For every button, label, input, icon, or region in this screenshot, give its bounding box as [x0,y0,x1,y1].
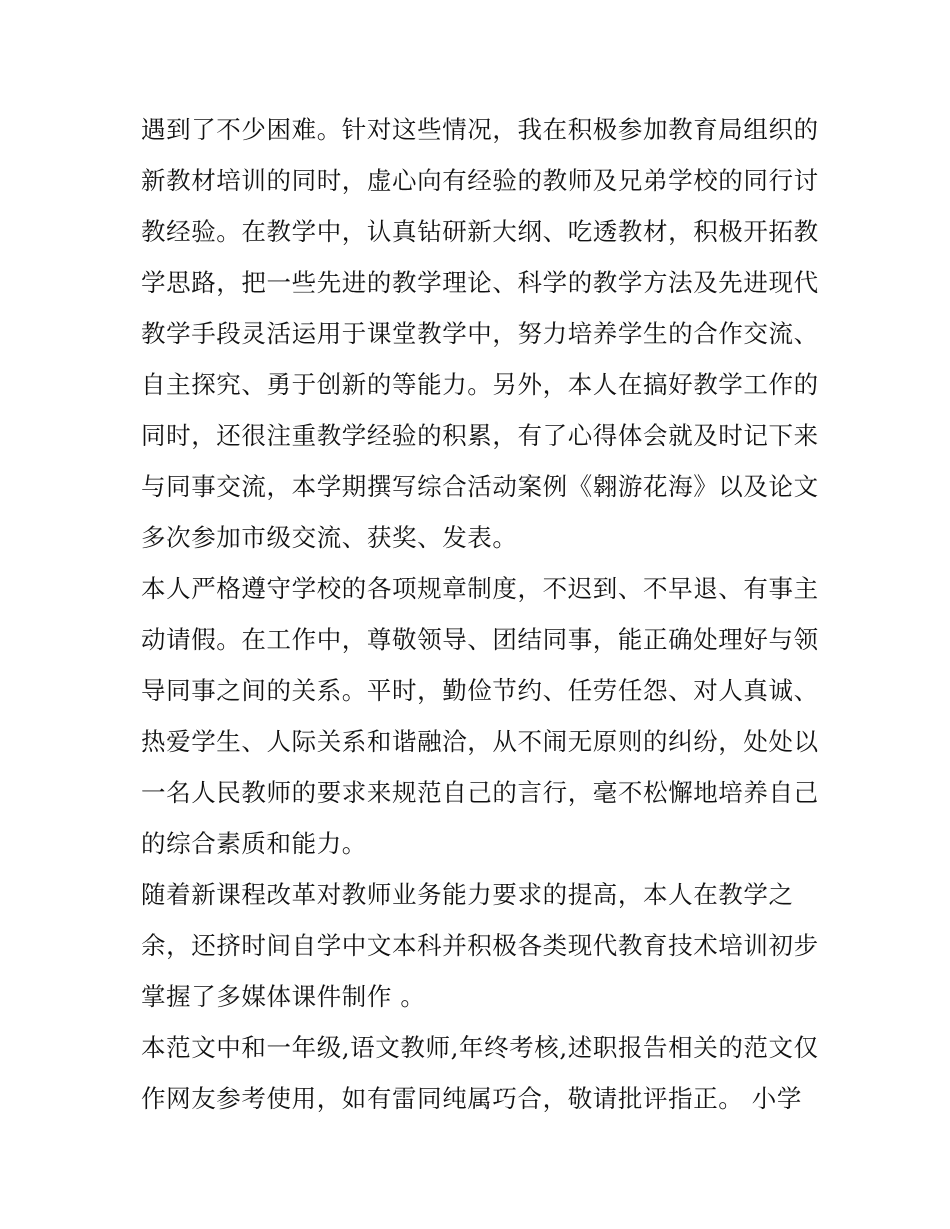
text-line: 掌握了多媒体课件制作 。 [141,982,426,1011]
text-line: 随着新课程改革对教师业务能力要求的提高，本人在教学之 [141,880,794,909]
text-line: 遇到了不少困难。针对这些情况，我在积极参加教育局组织的 [141,115,819,144]
text-line: 自主探究、勇于创新的等能力。另外，本人在搞好教学工作的 [141,370,819,399]
text-line: 教学手段灵活运用于课堂教学中，努力培养学生的合作交流、 [141,319,819,348]
text-line: 新教材培训的同时，虚心向有经验的教师及兄弟学校的同行讨 [141,166,819,195]
text-line: 教经验。在教学中，认真钻研新大纲、吃透教材，积极开拓教 [141,217,819,246]
text-line: 作网友参考使用，如有雷同纯属巧合，敬请批评指正。 小学 [141,1084,802,1113]
document-body [141,104,821,1124]
text-line: 多次参加市级交流、获奖、发表。 [141,523,518,552]
text-line: 同时，还很注重教学经验的积累，有了心得体会就及时记下来 [141,421,819,450]
text-line: 本人严格遵守学校的各项规章制度，不迟到、不早退、有事主 [141,574,819,603]
text-line: 热爱学生、人际关系和谐融洽，从不闹无原则的纠纷，处处以 [141,727,819,756]
text-line: 动请假。在工作中，尊敬领导、团结同事，能正确处理好与领 [141,625,819,654]
text-line: 一名人民教师的要求来规范自己的言行，毫不松懈地培养自己 [141,778,819,807]
text-line: 与同事交流，本学期撰写综合活动案例《翱游花海》以及论文 [141,472,819,501]
text-line: 余，还挤时间自学中文本科并积极各类现代教育技术培训初步 [141,931,819,960]
text-line: 的综合素质和能力。 [141,829,367,858]
text-line: 本范文中和一年级,语文教师,年终考核,述职报告相关的范文仅 [141,1033,819,1062]
text-line: 导同事之间的关系。平时，勤俭节约、任劳任怨、对人真诚、 [141,676,819,705]
text-line: 学思路，把一些先进的教学理论、科学的教学方法及先进现代 [141,268,819,297]
